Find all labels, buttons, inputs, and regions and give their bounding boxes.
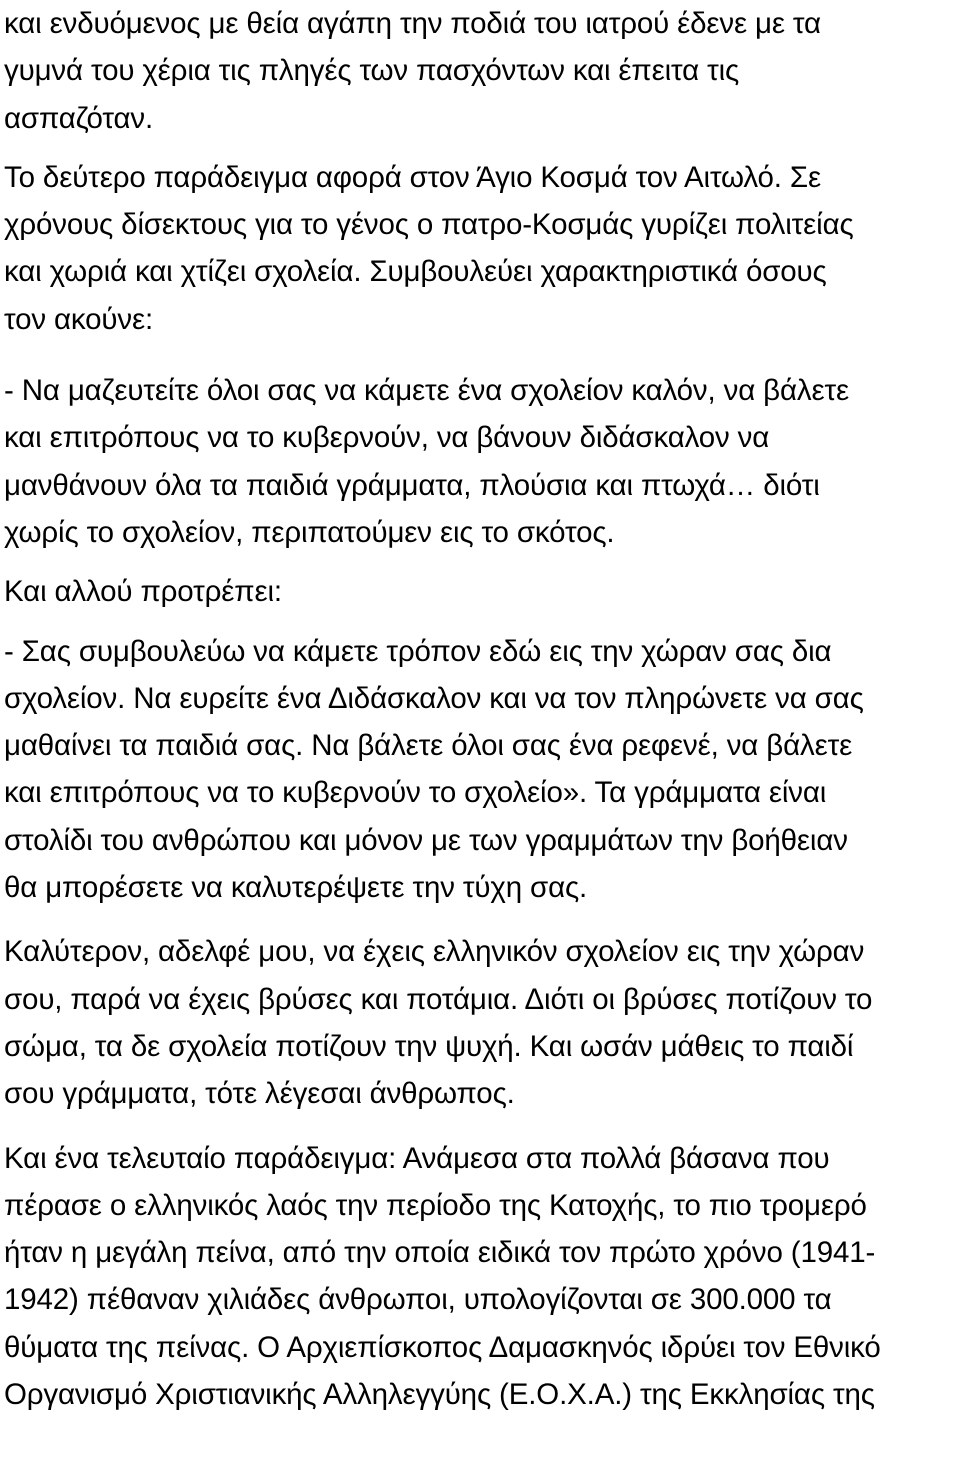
paragraph-gap xyxy=(4,911,960,928)
text-line: μανθάνουν όλα τα παιδιά γράμματα, πλούσια και πτωχά… διότι xyxy=(4,468,820,502)
paragraph-5 xyxy=(4,628,960,912)
text-line: - Σας συμβουλεύω να κάμετε τρόπον εδώ εις την χώραν σας δια xyxy=(4,634,832,668)
text-line: τον ακούνε: xyxy=(4,302,154,336)
text-line: σου γράμματα, τότε λέγεσαι άνθρωπος. xyxy=(4,1077,515,1111)
text-line: και ενδυόμενος με θεία αγάπη την ποδιά του ιατρού έδενε με τα xyxy=(4,7,821,40)
text-line: στολίδι του ανθρώπου και μόνον με των γραμμάτων την βοήθειαν xyxy=(4,823,848,857)
text-line: ασπαζόταν. xyxy=(4,101,154,135)
text-line: Το δεύτερο παράδειγμα αφορά στον Άγιο Κοσμά τον Αιτωλό. Σε xyxy=(4,160,821,194)
text-line: θύματα της πείνας. Ο Αρχιεπίσκοπος Δαμασκηνός ιδρύει τον Εθνικό xyxy=(4,1330,881,1364)
text-line: θα μπορέσετε να καλυτερέψετε την τύχη σας. xyxy=(4,871,588,905)
text-line: γυμνά του χέρια τις πληγές των πασχόντων και έπειτα τις xyxy=(4,54,740,88)
text-line: Οργανισμό Χριστιανικής Αλληλεγγύης (Ε.Ο.Χ.Α.) της Εκκλησίας της xyxy=(4,1378,875,1412)
text-line: χρόνους δίσεκτους για το γένος ο πατρο-Κοσμάς γυρίζει πολιτείας xyxy=(4,208,854,242)
paragraph-gap xyxy=(4,343,960,367)
text-line: πέρασε ο ελληνικός λαός την περίοδο της Κατοχής, το πιο τρομερό xyxy=(4,1188,867,1222)
text-line: σχολείον. Να ευρείτε ένα Διδάσκαλον και να τον πληρώνετε να σας xyxy=(4,681,864,715)
text-line: και επιτρόπους να το κυβερνούν το σχολείο». Τα γράμματα είναι xyxy=(4,776,827,810)
text-line: μαθαίνει τα παιδιά σας. Να βάλετε όλοι σας ένα ρεφενέ, να βάλετε xyxy=(4,729,853,763)
paragraph-gap xyxy=(4,1118,960,1135)
text-line: χωρίς το σχολείον, περιπατούμεν εις το σκότος. xyxy=(4,515,615,549)
text-line: σου, παρά να έχεις βρύσες και ποτάμια. Διότι οι βρύσες ποτίζουν το xyxy=(4,982,873,1016)
paragraph-6 xyxy=(4,928,960,1117)
document-page xyxy=(4,0,960,1418)
text-line: 1942) πέθαναν χιλιάδες άνθρωποι, υπολογίζονται σε 300.000 τα xyxy=(4,1283,832,1317)
text-line: και χωριά και χτίζει σχολεία. Συμβουλεύει χαρακτηριστικά όσους xyxy=(4,255,827,289)
text-line: Και ένα τελευταίο παράδειγμα: Ανάμεσα στα πολλά βάσανα που xyxy=(4,1141,830,1175)
text-line: σώμα, τα δε σχολεία ποτίζουν την ψυχή. Και ωσάν μάθεις το παιδί xyxy=(4,1029,854,1063)
text-line: και επιτρόπους να το κυβερνούν, να βάνουν διδάσκαλον να xyxy=(4,421,770,455)
paragraph-gap xyxy=(4,556,960,568)
text-line: Και αλλού προτρέπει: xyxy=(4,575,282,609)
paragraph-4 xyxy=(4,568,960,615)
paragraph-7 xyxy=(4,1135,960,1419)
paragraph-2 xyxy=(4,154,960,343)
text-line: ήταν η μεγάλη πείνα, από την οποία ειδικά τον πρώτο χρόνο (1941- xyxy=(4,1236,876,1270)
paragraph-gap xyxy=(4,616,960,628)
paragraph-3 xyxy=(4,367,960,556)
paragraph-1 xyxy=(4,0,960,142)
text-line: - Να μαζευτείτε όλοι σας να κάμετε ένα σχολείον καλόν, να βάλετε xyxy=(4,374,849,408)
text-line: Καλύτερον, αδελφέ μου, να έχεις ελληνικόν σχολείον εις την χώραν xyxy=(4,935,865,969)
paragraph-gap xyxy=(4,142,960,154)
